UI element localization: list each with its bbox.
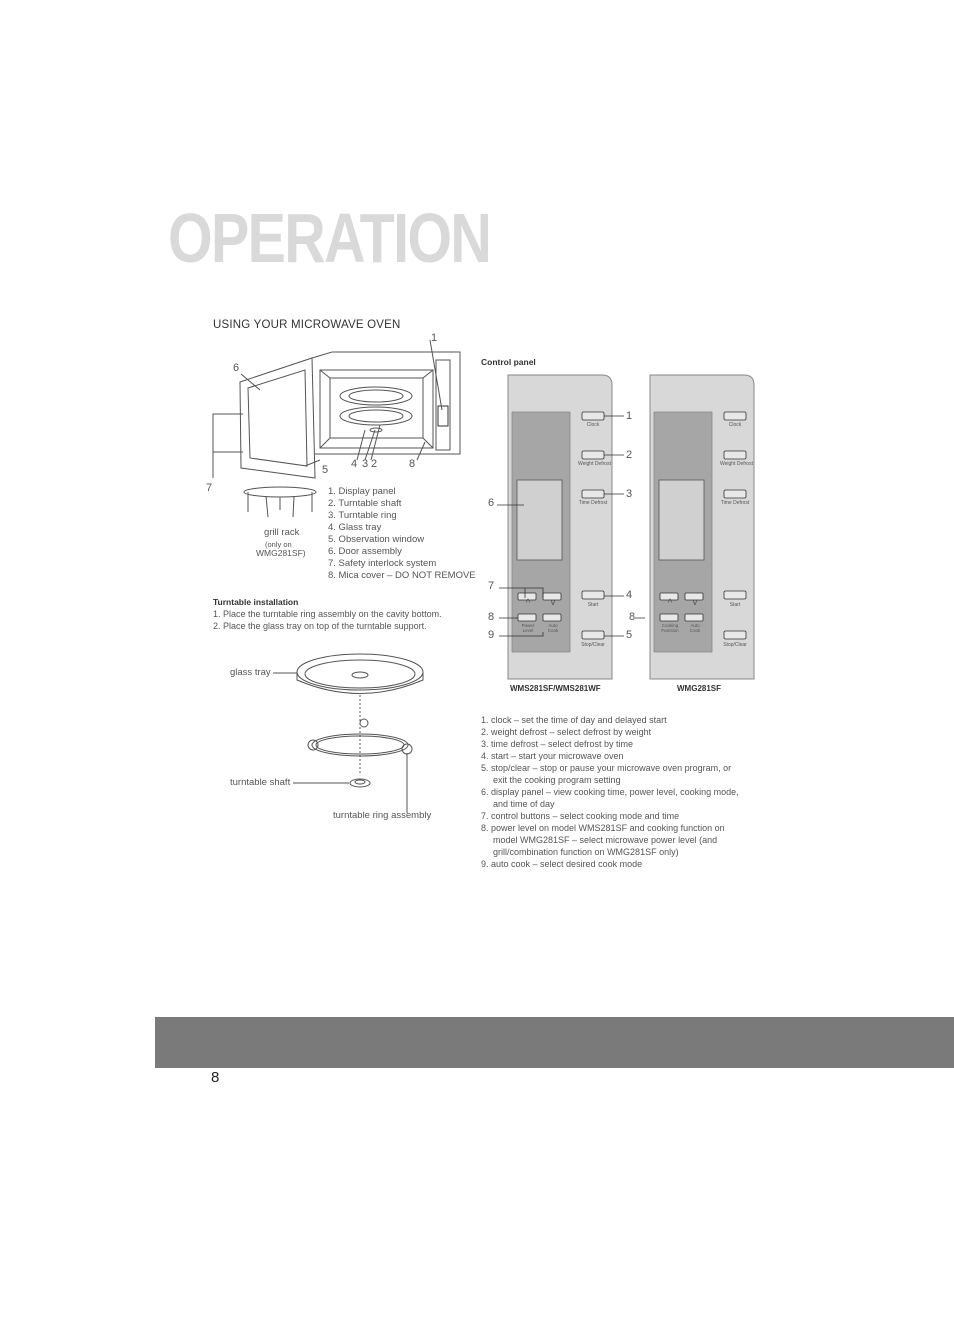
list-item: 5. Observation window [328,534,425,545]
turntable-shaft [370,428,382,432]
list-item: 3. Turntable ring [328,510,397,521]
cooking-function-label-line2: Function [661,628,679,633]
control-callout-7: 7 [488,580,495,592]
grill-rack-note-line1: (only on [265,540,292,549]
time-defrost-button-label: Time Defrost [578,500,608,506]
list-item: 7. Safety interlock system [328,558,437,569]
stop-clear-button-label: Stop/Clear [581,642,605,648]
footer-bar [155,1017,954,1068]
oven-callout-7: 7 [206,482,213,494]
turntable-ring-label: turntable ring assembly [333,810,432,821]
list-item: 2. Place the glass tray on top of the turntable support. [213,621,427,631]
oven-callout-8: 8 [409,458,416,470]
weight-defrost-button-label: Weight Defrost [720,461,753,467]
list-item: 2. Turntable shaft [328,498,402,509]
control-callout-lines [485,405,645,645]
oven-callout-2: 2 [371,458,378,470]
oven-callout-1: 1 [431,332,438,344]
control-callout-1: 1 [626,410,633,422]
power-level-label-line2: Level [522,628,534,633]
list-item: 1. Display panel [328,486,396,497]
observation-window [248,370,307,466]
clock-button-label: Clock [728,422,742,428]
arrow-down-icon: v [550,597,556,608]
parts-list [328,486,476,582]
start-button-label: Start [729,602,741,608]
oven-door [240,358,315,478]
control-legend [481,714,741,870]
list-item: 8. power level on model WMS281SF and cooking function on model WMG281SF – select microwave power level (and grill/combination function on WMG281SF only) [481,823,725,857]
turntable-steps [213,608,442,632]
oven-control-column [436,360,450,450]
list-item: 4. start – start your microwave oven [481,751,624,761]
right-panel-caption: WMG281SF [677,684,722,693]
control-panel-right [647,372,757,682]
cooking-function-label-line1: Cooking [661,623,679,628]
arrow-down-icon: v [692,597,698,608]
time-defrost-button-label: Time Defrost [720,500,750,506]
glass-tray-label: glass tray [230,667,271,678]
left-panel-caption: WMS281SF/WMS281WF [510,684,601,693]
oven-cavity [320,370,433,448]
auto-cook-label-line1: Auto [690,623,700,628]
list-item: 5. stop/clear – stop or pause your microwave oven program, or exit the cooking program setting [481,763,732,785]
list-item: 9. auto cook – select desired cook mode [481,859,643,869]
start-button-label: Start [587,602,599,608]
turntable-heading: Turntable installation [213,597,299,607]
auto-cook-label-line1: Auto [548,623,558,628]
page-title: OPERATION [168,199,491,277]
weight-defrost-button-label: Weight Defrost [578,461,611,467]
control-callout-8-right: 8 [629,611,636,623]
control-callout-9: 9 [488,629,495,641]
control-callout-4: 4 [626,589,633,601]
oven-callout-6: 6 [233,362,240,374]
list-item: 1. Place the turntable ring assembly on the cavity bottom. [213,609,442,619]
arrow-up-icon: ^ [667,598,673,609]
oven-callout-5: 5 [322,464,329,476]
list-item: 2. weight defrost – select defrost by weight [481,727,652,737]
list-item: 1. clock – set the time of day and delayed start [481,715,667,725]
list-item: 4. Glass tray [328,522,382,533]
auto-cook-label-line2: Cook [689,628,701,633]
oven-body [312,352,460,454]
power-level-label-line1: Power [521,623,535,628]
control-callout-5: 5 [626,629,633,641]
clock-button-label: Clock [586,422,600,428]
grill-rack-note-line2: WMG281SF) [256,548,306,558]
control-callout-8: 8 [488,611,495,623]
page-number: 8 [211,1069,220,1086]
section-heading: USING YOUR MICROWAVE OVEN [213,319,401,331]
list-item: 8. Mica cover – DO NOT REMOVE [328,570,476,581]
display-panel-mark [438,406,448,426]
arrow-up-icon: ^ [525,598,531,609]
control-callout-2: 2 [626,449,633,461]
oven-callout-4: 4 [351,458,358,470]
grill-rack [244,487,316,497]
control-callout-6: 6 [488,497,495,509]
control-callout-3: 3 [626,488,633,500]
stop-clear-button-label: Stop/Clear [723,642,747,648]
list-item: 6. display panel – view cooking time, power level, cooking mode, and time of day [481,787,739,809]
list-item: 6. Door assembly [328,546,402,557]
auto-cook-label-line2: Cook [547,628,559,633]
list-item: 3. time defrost – select defrost by time [481,739,634,749]
grill-rack-label: grill rack [264,527,300,538]
oven-callout-3: 3 [362,458,369,470]
control-panel-heading: Control panel [481,357,536,367]
list-item: 7. control buttons – select cooking mode and time [481,811,680,821]
turntable-shaft-label: turntable shaft [230,777,291,788]
